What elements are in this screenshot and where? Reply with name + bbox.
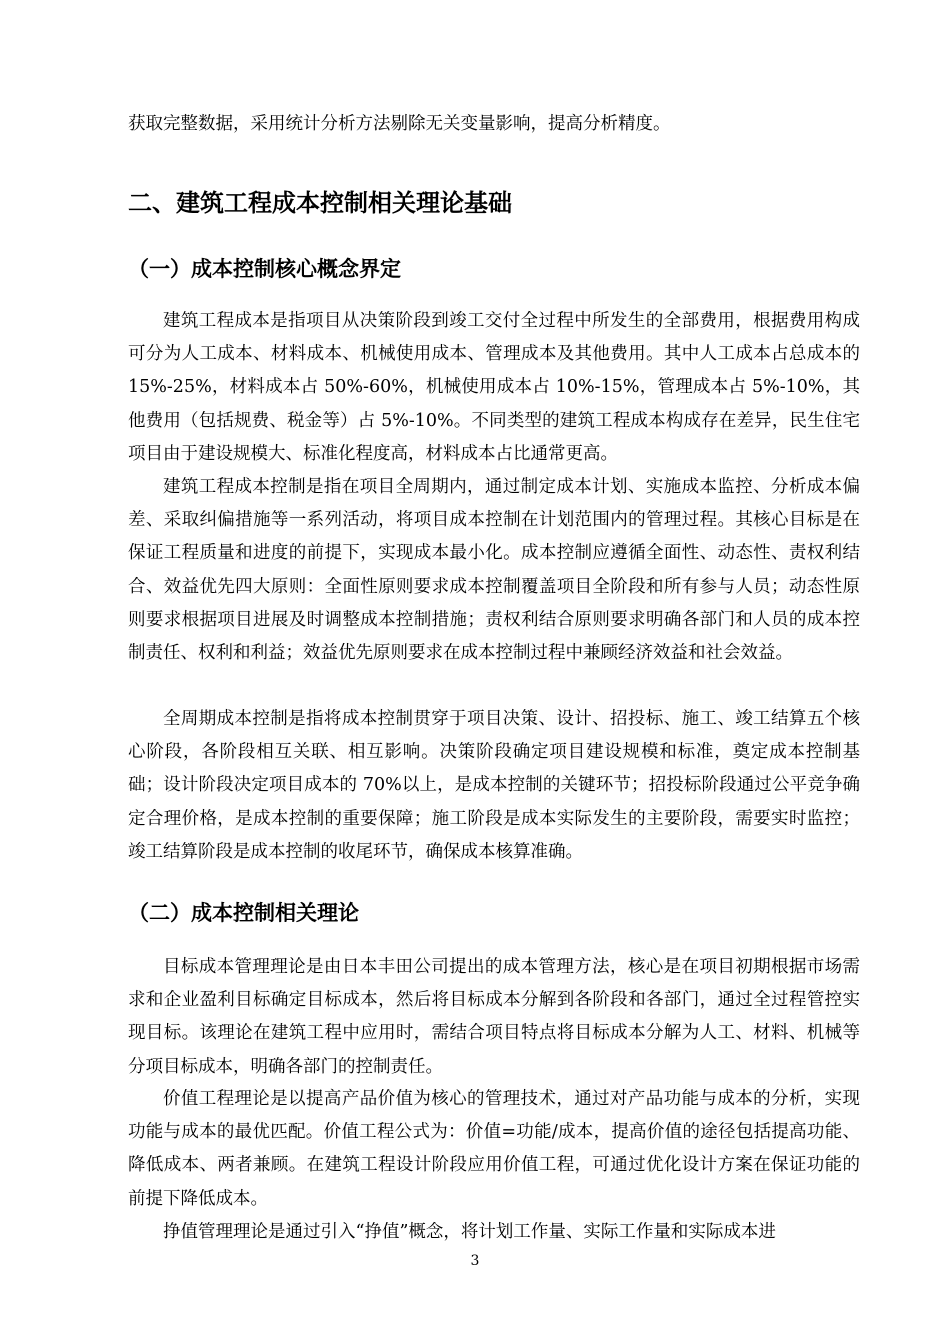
paragraph-target-cost: 目标成本管理理论是由日本丰田公司提出的成本管理方法，核心是在项目初期根据市场需求和企业盈利目标确定目标成本，然后将目标成本分解到各阶段和各部门，通过全过程管控实现目标。该理论在建筑工程中应用时，需结合项目特点将目标成本分解为人工、材料、机械等分项目标成本，明确各部门的控制责任。	[128, 957, 860, 1077]
page-number: 3	[470, 1253, 480, 1269]
paragraph-intro-tail: 获取完整数据，采用统计分析方法剔除无关变量影响，提高分析精度。	[128, 114, 671, 134]
paragraph-cost-definition: 建筑工程成本是指项目从决策阶段到竣工交付全过程中所发生的全部费用，根据费用构成可分为人工成本、材料成本、机械使用成本、管理成本及其他费用。其中人工成本占总成本的 15%-25%，材料成本占 50%-60%，机械使用成本占 10%-15%，管理成本占 5%-10%，其他费用（包括规费、税金等）占 5%-10%。不同类型的建筑工程成本构成存在差异，民生住宅项目由于建设规模大、标准化程度高，材料成本占比通常更高。	[128, 311, 860, 464]
subsection-2-title: （二）成本控制相关理论	[128, 901, 359, 925]
subsection-1-title: （一）成本控制核心概念界定	[128, 257, 401, 281]
paragraph-earned-value: 挣值管理理论是通过引入“挣值”概念，将计划工作量、实际工作量和实际成本进	[163, 1222, 776, 1242]
paragraph-lifecycle-control: 全周期成本控制是指将成本控制贯穿于项目决策、设计、招投标、施工、竣工结算五个核心阶段，各阶段相互关联、相互影响。决策阶段确定项目建设规模和标准，奠定成本控制基础；设计阶段决定项目成本的 70%以上，是成本控制的关键环节；招投标阶段通过公平竞争确定合理价格，是成本控制的重要保障；施工阶段是成本实际发生的主要阶段，需要实时监控；竣工结算阶段是成本控制的收尾环节，确保成本核算准确。	[128, 709, 860, 862]
paragraph-value-engineering: 价值工程理论是以提高产品价值为核心的管理技术，通过对产品功能与成本的分析，实现功能与成本的最优匹配。价值工程公式为：价值=功能/成本，提高价值的途径包括提高功能、降低成本、两者兼顾。在建筑工程设计阶段应用价值工程，可通过优化设计方案在保证功能的前提下降低成本。	[128, 1089, 860, 1209]
paragraph-cost-control-definition: 建筑工程成本控制是指在项目全周期内，通过制定成本计划、实施成本监控、分析成本偏差、采取纠偏措施等一系列活动，将项目成本控制在计划范围内的管理过程。其核心目标是在保证工程质量和进度的前提下，实现成本最小化。成本控制应遵循全面性、动态性、责权利结合、效益优先四大原则：全面性原则要求成本控制覆盖项目全阶段和所有参与人员；动态性原则要求根据项目进展及时调整成本控制措施；责权利结合原则要求明确各部门和人员的成本控制责任、权利和利益；效益优先原则要求在成本控制过程中兼顾经济效益和社会效益。	[128, 477, 860, 664]
section-title: 二、建筑工程成本控制相关理论基础	[128, 189, 512, 217]
